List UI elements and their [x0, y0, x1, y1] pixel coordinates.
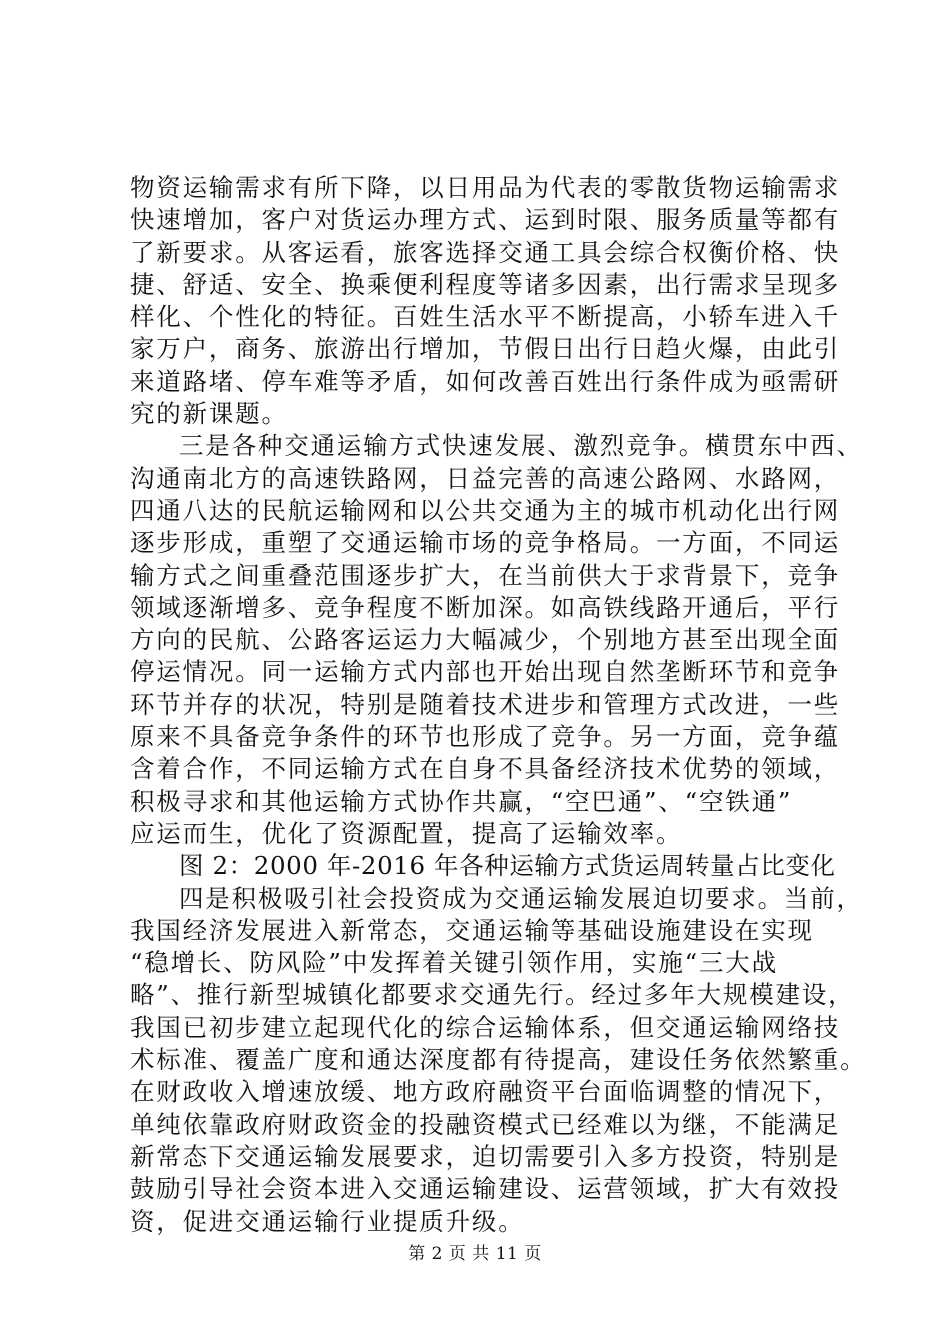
text-line: 积极寻求和其他运输方式协作共赢，“空巴通”、“空铁通”: [130, 786, 793, 816]
text-line: 了新要求。从客运看，旅客选择交通工具会综合权衡价格、快: [130, 237, 841, 267]
text-line: 方向的民航、公路客运运力大幅减少，个别地方甚至出现全面: [130, 625, 841, 655]
text-line: 四通八达的民航运输网和以公共交通为主的城市机动化出行网: [130, 495, 841, 525]
text-line: 快速增加，客户对货运办理方式、运到时限、服务质量等都有: [130, 205, 841, 235]
text-line: 停运情况。同一运输方式内部也开始出现自然垄断环节和竞争: [130, 657, 841, 687]
text-line: 鼓励引导社会资本进入交通运输建设、运营领域，扩大有效投: [130, 1174, 841, 1204]
text-line: 原来不具备竞争条件的环节也形成了竞争。另一方面，竞争蕴: [130, 722, 841, 752]
text-line: 领域逐渐增多、竞争程度不断加深。如高铁线路开通后，平行: [130, 592, 841, 622]
page-footer: 第 2 页 共 11 页: [408, 1244, 542, 1264]
text-line: 物资运输需求有所下降，以日用品为代表的零散货物运输需求: [130, 173, 841, 202]
text-line: 我国经济发展进入新常态，交通运输等基础设施建设在实现: [130, 915, 814, 945]
text-line: 沟通南北方的高速铁路网，日益完善的高速公路网、水路网，: [130, 463, 841, 493]
text-line: 资，促进交通运输行业提质升级。: [130, 1206, 525, 1236]
text-line: 捷、舒适、安全、换乘便利程度等诸多因素，出行需求呈现多: [130, 269, 841, 299]
text-line: 在财政收入增速放缓、地方政府融资平台面临调整的情况下，: [130, 1077, 841, 1107]
body-text: [130, 172, 867, 1238]
text-line: 逐步形成，重塑了交通运输市场的竞争格局。一方面，不同运: [130, 528, 841, 558]
figure-caption: 图 2：2000 年-2016 年各种运输方式货运周转量占比变化: [179, 851, 836, 881]
text-line: 术标准、覆盖广度和通达深度都有待提高，建设任务依然繁重。: [130, 1045, 867, 1075]
text-line: 新常态下交通运输发展要求，迫切需要引入多方投资，特别是: [130, 1141, 841, 1171]
text-line: 环节并存的状况，特别是随着技术进步和管理方式改进，一些: [130, 689, 841, 719]
text-line: 样化、个性化的特征。百姓生活水平不断提高，小轿车进入千: [130, 302, 841, 332]
text-line: 究的新课题。: [130, 399, 288, 429]
text-line: 输方式之间重叠范围逐步扩大，在当前供大于求背景下，竞争: [130, 560, 841, 590]
text-line: 含着合作，不同运输方式在自身不具备经济技术优势的领域，: [130, 754, 841, 784]
paragraph-start-line: 四是积极吸引社会投资成为交通运输发展迫切要求。当前，: [179, 883, 863, 913]
text-line: 单纯依靠政府财政资金的投融资模式已经难以为继，不能满足: [130, 1109, 841, 1139]
text-line: 来道路堵、停车难等矛盾，如何改善百姓出行条件成为亟需研: [130, 366, 841, 396]
text-line: 略”、推行新型城镇化都要求交通先行。经过多年大规模建设，: [130, 980, 855, 1010]
text-line: 家万户，商务、旅游出行增加，节假日出行日趋火爆，由此引: [130, 334, 841, 364]
paragraph-start-line: 三是各种交通运输方式快速发展、激烈竞争。横贯东中西、: [179, 431, 863, 461]
text-line: 应运而生，优化了资源配置，提高了运输效率。: [130, 818, 683, 848]
text-line: “稳增长、防风险”中发挥着关键引领作用，实施“三大战: [130, 948, 778, 978]
text-line: 我国已初步建立起现代化的综合运输体系，但交通运输网络技: [130, 1012, 841, 1042]
